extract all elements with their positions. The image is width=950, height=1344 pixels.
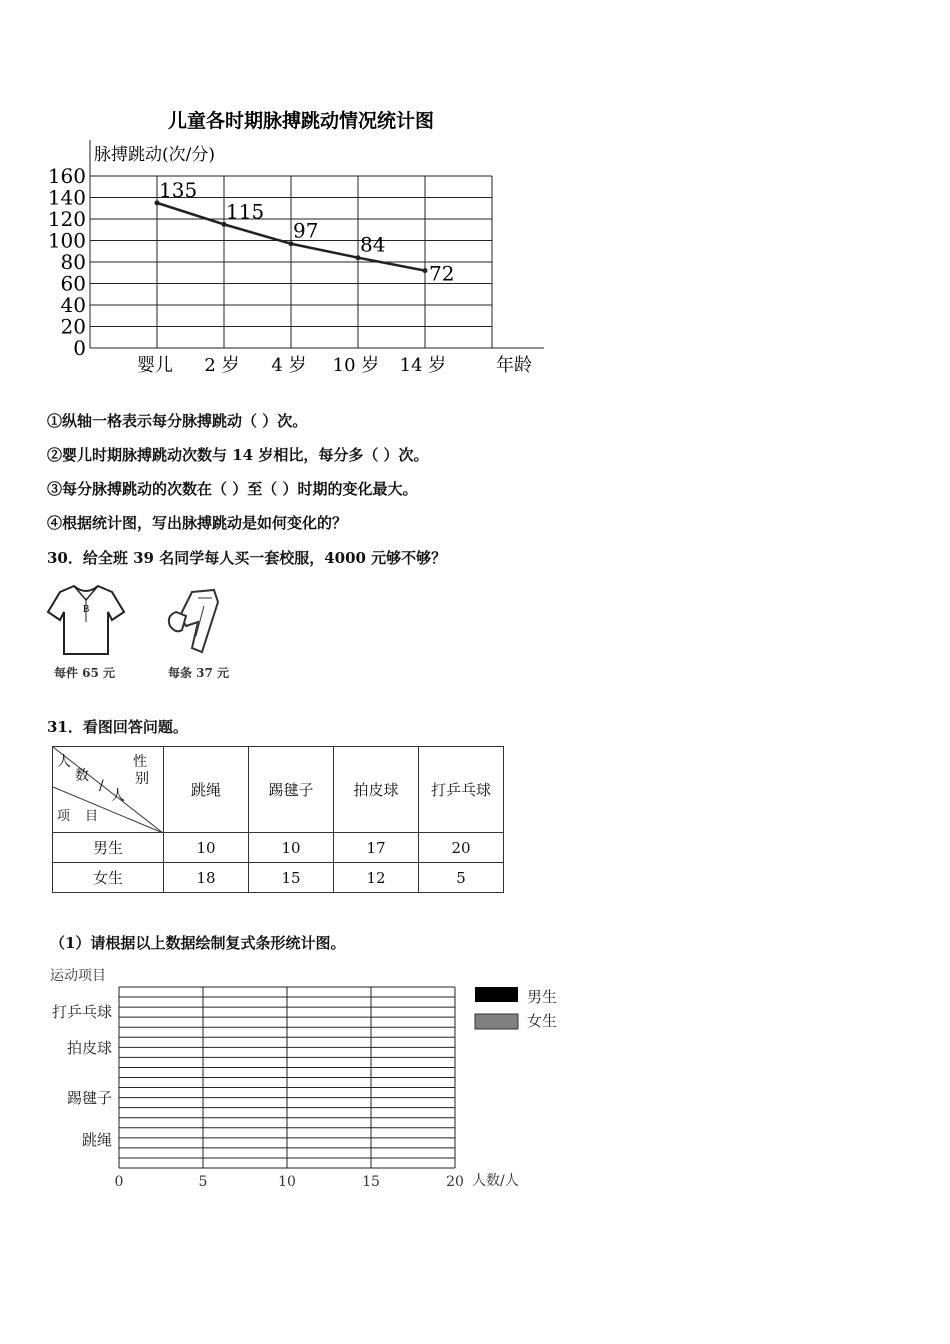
shirt-price: 每件 65 元: [54, 666, 116, 680]
bar-x-tick: 15: [362, 1174, 380, 1190]
table-cell: 18: [164, 863, 249, 893]
pulse-chart-title: 儿童各时期脉搏跳动情况统计图: [167, 110, 435, 132]
header-item-2: 目: [85, 809, 99, 824]
legend-swatch-boys: [475, 987, 518, 1002]
pulse-x-tick: 14 岁: [399, 355, 447, 376]
pulse-x-ticks: [137, 355, 446, 376]
pulse-y-tick: 20: [60, 314, 86, 339]
column-header: 踢毽子: [249, 747, 334, 833]
legend-label-girls: 女生: [527, 1012, 558, 1030]
pulse-y-tick: 80: [60, 250, 86, 274]
table-diagonal-header: 人 数 / 人 性 别 项 目: [53, 747, 164, 833]
pulse-chart-ylabel: 脉搏跳动(次/分): [94, 145, 215, 165]
q29-sub3: ③每分脉搏跳动的次数在（ ）至（ ）时期的变化最大。: [47, 480, 418, 498]
pants-price: 每条 37 元: [168, 666, 230, 680]
pulse-x-tick: 2 岁: [204, 355, 240, 376]
column-header: 跳绳: [164, 747, 249, 833]
pulse-y-tick: 140: [47, 185, 86, 210]
bar-category-label: 踢毽子: [66, 1089, 112, 1107]
pulse-points: [155, 178, 455, 286]
pulse-y-tick: 100: [47, 228, 86, 253]
bar-x-tick: 5: [198, 1174, 208, 1190]
pulse-point: [423, 268, 428, 273]
pulse-y-ticks: [48, 164, 86, 360]
svg-text:B: B: [82, 605, 90, 615]
bar-category-label: 跳绳: [81, 1131, 112, 1149]
bar-category-label: 拍皮球: [66, 1039, 112, 1057]
table-cell: 10: [249, 833, 334, 863]
pulse-y-tick: 0: [73, 336, 86, 360]
pulse-data-label: 115: [226, 199, 265, 224]
pulse-data-label: 135: [159, 177, 198, 202]
bar-chart-ylabel: 运动项目: [50, 968, 106, 984]
pulse-grid: [90, 140, 544, 348]
q31-sub1: （1）请根据以上数据绘制复式条形统计图。: [50, 934, 346, 952]
table-cell: 17: [334, 833, 419, 863]
pants-icon: [162, 586, 232, 656]
pulse-data-label: 97: [293, 218, 319, 243]
table-row: [53, 833, 504, 863]
pulse-data-label: 84: [360, 232, 386, 257]
bar-category-label: 打乒乓球: [51, 1003, 112, 1021]
table-row: [53, 863, 504, 893]
pulse-chart-xlabel: 年龄: [496, 355, 532, 376]
pulse-y-tick: 40: [60, 293, 86, 317]
pulse-x-tick: 婴儿: [137, 355, 173, 376]
column-header: 拍皮球: [334, 747, 419, 833]
header-person: 人: [111, 788, 125, 804]
bar-chart-xlabel: 人数/人: [472, 1173, 519, 1189]
bar-x-tick: 20: [446, 1174, 464, 1190]
header-gender-1: 性: [133, 754, 147, 770]
pulse-y-tick: 120: [47, 207, 86, 231]
pulse-x-tick: 10 岁: [332, 355, 380, 376]
pulse-y-tick: 60: [60, 271, 86, 296]
q29-sub2: ②婴儿时期脉搏跳动次数与 14 岁相比，每分多（ ）次。: [47, 446, 429, 464]
header-gender-2: 别: [135, 771, 149, 787]
legend-swatch-girls: [475, 1014, 518, 1029]
q29-sub1: ①纵轴一格表示每分脉搏跳动（ ）次。: [47, 412, 308, 430]
header-people: 人: [57, 754, 71, 770]
q30-question: 30．给全班 39 名同学每人买一套校服，4000 元够不够？: [47, 549, 447, 567]
pulse-line-chart: [40, 100, 560, 390]
table-cell: 5: [419, 863, 504, 893]
bar-x-tick: 0: [114, 1174, 124, 1190]
column-header: 打乒乓球: [419, 747, 504, 833]
pulse-data-label: 72: [429, 261, 455, 286]
sport-data-table: [52, 746, 504, 893]
table-cell: 12: [334, 863, 419, 893]
legend-label-boys: 男生: [527, 988, 558, 1006]
shirt-icon: [46, 582, 126, 658]
q31-question: 31．看图回答问题。: [47, 718, 188, 736]
header-item-1: 项: [57, 809, 71, 824]
q29-sub4: ④根据统计图，写出脉搏跳动是如何变化的？: [47, 514, 348, 532]
row-label: 女生: [53, 863, 164, 893]
table-cell: 20: [419, 833, 504, 863]
bar-x-tick: 10: [278, 1174, 296, 1190]
header-count: 数: [75, 768, 89, 784]
row-label: 男生: [53, 833, 164, 863]
pulse-x-tick: 4 岁: [271, 355, 307, 376]
table-cell: 15: [249, 863, 334, 893]
pulse-y-tick: 160: [47, 164, 86, 188]
table-cell: 10: [164, 833, 249, 863]
bar-chart-grid: [40, 960, 580, 1200]
